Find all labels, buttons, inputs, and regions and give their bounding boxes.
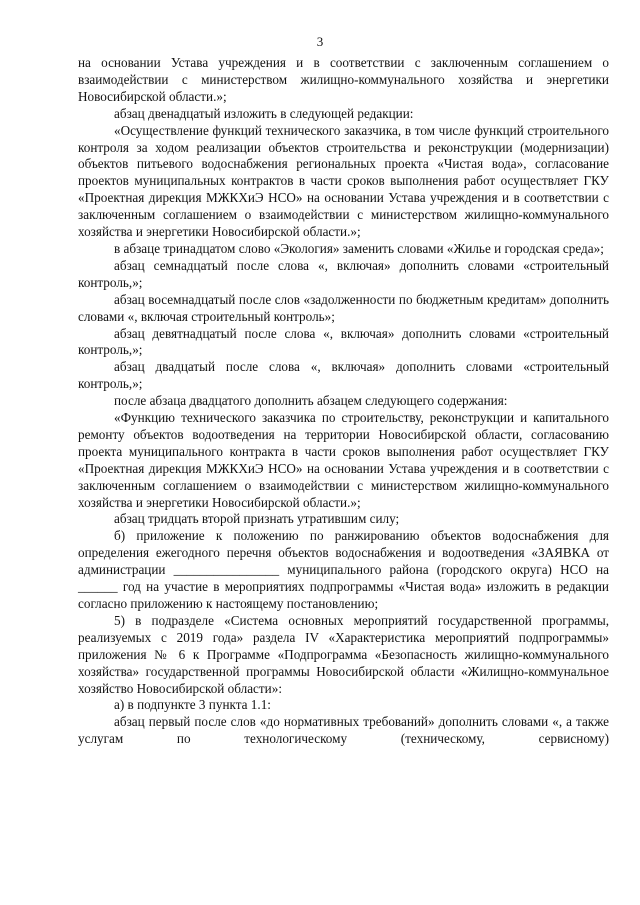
paragraph: после абзаца двадцатого дополнить абзацем следующего содержания: <box>114 393 508 409</box>
paragraph: абзац девятнадцатый после слова «, включая» дополнить словами «строительный контроль,»; <box>78 325 609 358</box>
paragraph: абзац двенадцатый изложить в следующей редакции: <box>114 105 414 121</box>
paragraph: абзац семнадцатый после слова «, включая» дополнить словами «строительный контроль,»; <box>78 257 609 290</box>
paragraph: абзац двадцатый после слова «, включая» дополнить словами «строительный контроль,»; <box>78 359 609 392</box>
paragraph: абзац первый после слов «до нормативных требований» дополнить словами «, а также услугам по технологическому (техническому, сервисному) <box>78 714 609 747</box>
page-number: 3 <box>316 34 324 49</box>
paragraph: 5) в подразделе «Система основных мероприятий государственной программы, реализуемых с 2019 года» раздела IV «Характеристика мероприятий подпрограммы» приложения № 6 к Программе «Подпрограмма «Безопасность жилищно-коммунального хозяйства» государственной программы Новосибирской области «Жилищно-коммунальное хозяйство Новосибирской области»: <box>78 612 609 696</box>
paragraph: абзац тридцать второй признать утратившим силу; <box>114 511 400 527</box>
paragraph: на основании Устава учреждения и в соответствии с заключенным соглашением о взаимодействии с министерством жилищно-коммунального хозяйства и энергетики Новосибирской области.»; <box>78 55 609 104</box>
paragraph: в абзаце тринадцатом слово «Экология» заменить словами «Жилье и городская среда»; <box>114 240 604 256</box>
paragraph: «Осуществление функций технического заказчика, в том числе функций строительного контроля за ходом реализации объектов строительства и реконструкции (модернизации) объектов питьевого водоснабжения региональных проекта «Чистая вода», согласование проектов муниципальных контрактов в части сроков выполнения работ осуществляет ГКУ «Проектная дирекция МЖКХиЭ НСО» на основании Устава учреждения и в соответствии с заключенным соглашением о взаимодействии с министерством жилищно-коммунального хозяйства и энергетики Новосибирской области.»; <box>78 122 609 240</box>
document-body <box>78 55 609 748</box>
paragraph: абзац восемнадцатый после слов «задолженности по бюджетным кредитам» дополнить словами «, включая строительный контроль»; <box>78 291 609 324</box>
paragraph: б) приложение к положению по ранжированию объектов водоснабжения для определения ежегодного перечня объектов водоснабжения и водоотведения «ЗАЯВКА от администрации ________________ муниципального района (городского округа) НСО на ______ год на участие в мероприятиях подпрограммы «Чистая вода» изложить в редакции согласно приложению к настоящему постановлению; <box>78 528 609 611</box>
paragraph: а) в подпункте 3 пункта 1.1: <box>114 697 271 713</box>
paragraph: «Функцию технического заказчика по строительству, реконструкции и капитального ремонту объектов водоотведения на территории Новосибирской области, согласованию проекта муниципального контракта в части сроков выполнения работ осуществляет ГКУ «Проектная дирекция МЖКХиЭ НСО» на основании Устава учреждения и в соответствии с заключенным соглашением о взаимодействии с министерством жилищно-коммунального хозяйства и энергетики Новосибирской области.»; <box>78 410 609 510</box>
